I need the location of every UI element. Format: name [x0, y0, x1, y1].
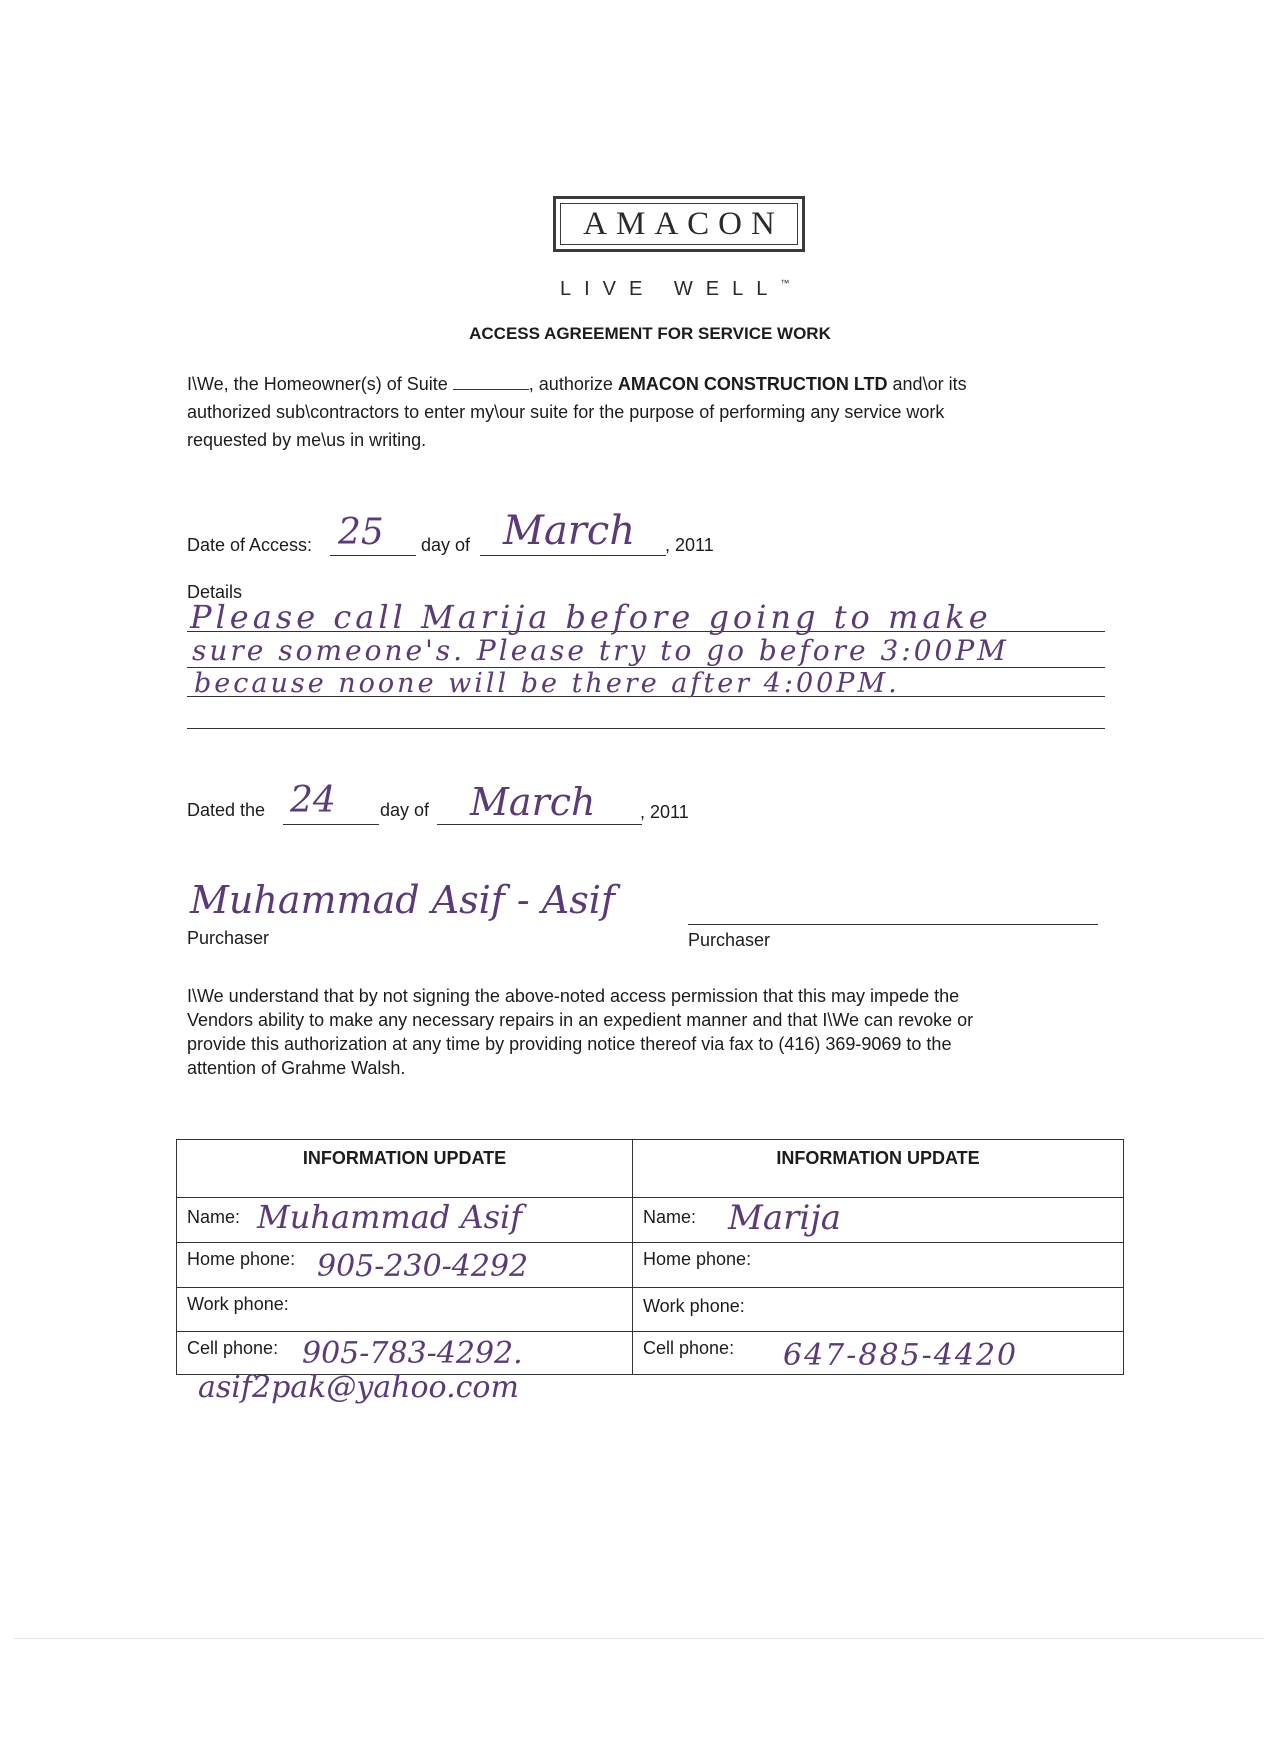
- access-day-value: 25: [338, 512, 384, 553]
- purchaser-label-right: Purchaser: [688, 930, 771, 950]
- left-home-value: 905-230-4292: [317, 1249, 529, 1284]
- info-heading-left: INFORMATION UPDATE: [177, 1140, 633, 1198]
- dated-label: Dated the: [187, 800, 266, 820]
- details-line-4[interactable]: [187, 700, 1105, 729]
- company-name: AMACON CONSTRUCTION LTD: [617, 374, 888, 394]
- left-name-value: Muhammad Asif: [257, 1198, 523, 1236]
- dated-day-value: 24: [290, 780, 336, 821]
- tagline: LIVE WELL™: [560, 278, 790, 300]
- purchaser-label-left: Purchaser: [187, 928, 270, 948]
- authorization-paragraph: I\We, the Homeowner(s) of Suite , authorize AMACON CONSTRUCTION LTD and\or its authorized sub\contractors to enter my\our suite for the purpose of performing any service work requested by me\us in writing.: [187, 370, 1087, 454]
- amacon-logo: [553, 196, 805, 252]
- details-label: Details: [187, 582, 243, 602]
- document-title: ACCESS AGREEMENT FOR SERVICE WORK: [469, 324, 831, 343]
- email-handwritten: asif2pak@yahoo.com: [198, 1370, 519, 1405]
- dated-month-value: March: [470, 780, 596, 824]
- details-text-3: because noone will be there after 4:00PM.: [194, 668, 900, 699]
- details-text-1: Please call Marija before going to make: [190, 598, 992, 636]
- left-work-cell[interactable]: Work phone:: [177, 1288, 633, 1332]
- purchaser-signature: Muhammad Asif - Asif: [190, 878, 615, 922]
- left-cell-phone-value: 905-783-4292.: [302, 1336, 523, 1371]
- suite-field[interactable]: [453, 371, 529, 390]
- access-date-label: Date of Access:: [187, 535, 313, 555]
- right-name-cell[interactable]: Name: Marija: [633, 1198, 1124, 1243]
- scan-edge-line: [14, 1638, 1264, 1639]
- notice-paragraph: I\We understand that by not signing the above-noted access permission that this may impede the Vendors ability to make any necessary repairs in an expedient manner and that I\We can revoke or provide this authorization at any time by providing notice thereof via fax to (416) 369-9069 to the attention of Grahme Walsh.: [187, 986, 974, 1078]
- right-cell-phone-cell[interactable]: Cell phone: 647-885-4420: [633, 1332, 1124, 1375]
- information-update-table: [176, 1139, 1124, 1375]
- purchaser-signature-field-right[interactable]: [688, 910, 1098, 925]
- left-name-cell[interactable]: Name: Muhammad Asif: [177, 1198, 633, 1243]
- access-month-value: March: [503, 508, 636, 554]
- right-cell-phone-value: 647-885-4420: [783, 1338, 1019, 1373]
- right-work-cell[interactable]: Work phone:: [633, 1288, 1124, 1332]
- left-cell-phone-cell[interactable]: Cell phone: 905-783-4292.: [177, 1332, 633, 1375]
- info-heading-right: INFORMATION UPDATE: [633, 1140, 1124, 1198]
- left-home-cell[interactable]: Home phone: 905-230-4292: [177, 1243, 633, 1288]
- right-home-cell[interactable]: Home phone:: [633, 1243, 1124, 1288]
- logo-text: AMACON: [583, 205, 784, 242]
- right-name-value: Marija: [728, 1198, 842, 1238]
- details-text-2: sure someone's. Please try to go before 3:00PM: [192, 634, 1009, 667]
